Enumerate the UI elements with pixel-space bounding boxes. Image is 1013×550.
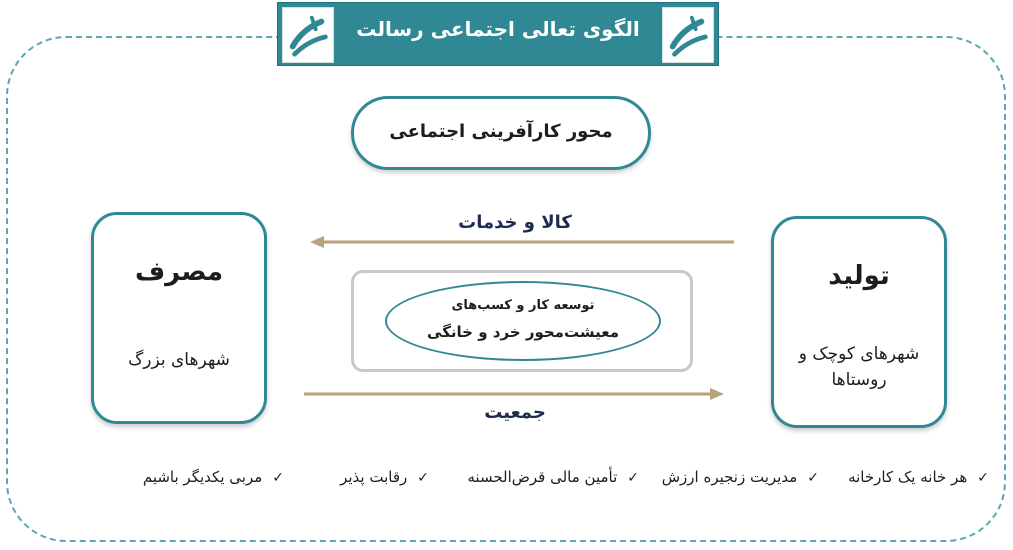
feature-item xyxy=(467,468,639,486)
feature-label: مدیریت زنجیره ارزش xyxy=(661,468,798,486)
feature-list xyxy=(80,468,989,498)
feature-label: رقابت پذیر xyxy=(340,468,408,486)
goods-arrow xyxy=(310,236,734,248)
check-icon: ✓ xyxy=(272,470,284,486)
center-line-1: توسعه کار و کسب‌های xyxy=(451,298,595,313)
center-ellipse xyxy=(385,281,661,361)
production-title: تولید xyxy=(828,261,890,291)
consumption-title: مصرف xyxy=(134,257,224,287)
check-icon: ✓ xyxy=(807,470,819,486)
check-icon: ✓ xyxy=(977,470,989,486)
feature-label: مربی یکدیگر باشیم xyxy=(142,468,263,486)
feature-item xyxy=(848,468,989,486)
consumption-subtitle: شهرهای بزرگ xyxy=(128,350,230,370)
goods-services-label: کالا و خدمات xyxy=(458,212,572,233)
center-line-2: معیشت‌محور خرد و خانگی xyxy=(427,323,619,341)
feature-label: تأمین مالی قرض‌الحسنه xyxy=(467,468,618,486)
pill-label: محور کارآفرینی اجتماعی xyxy=(389,121,613,142)
production-subtitle: شهرهای کوچک و روستاها xyxy=(798,344,920,390)
feature-label: هر خانه یک کارخانه xyxy=(848,468,968,486)
feature-item xyxy=(340,468,429,486)
feature-item xyxy=(143,468,284,486)
population-arrow xyxy=(304,388,724,400)
population-label: جمعیت xyxy=(484,402,546,423)
feature-item xyxy=(662,468,819,486)
check-icon: ✓ xyxy=(627,470,639,486)
header-title: الگوی تعالی اجتماعی رسالت xyxy=(356,17,640,41)
check-icon: ✓ xyxy=(417,470,429,486)
